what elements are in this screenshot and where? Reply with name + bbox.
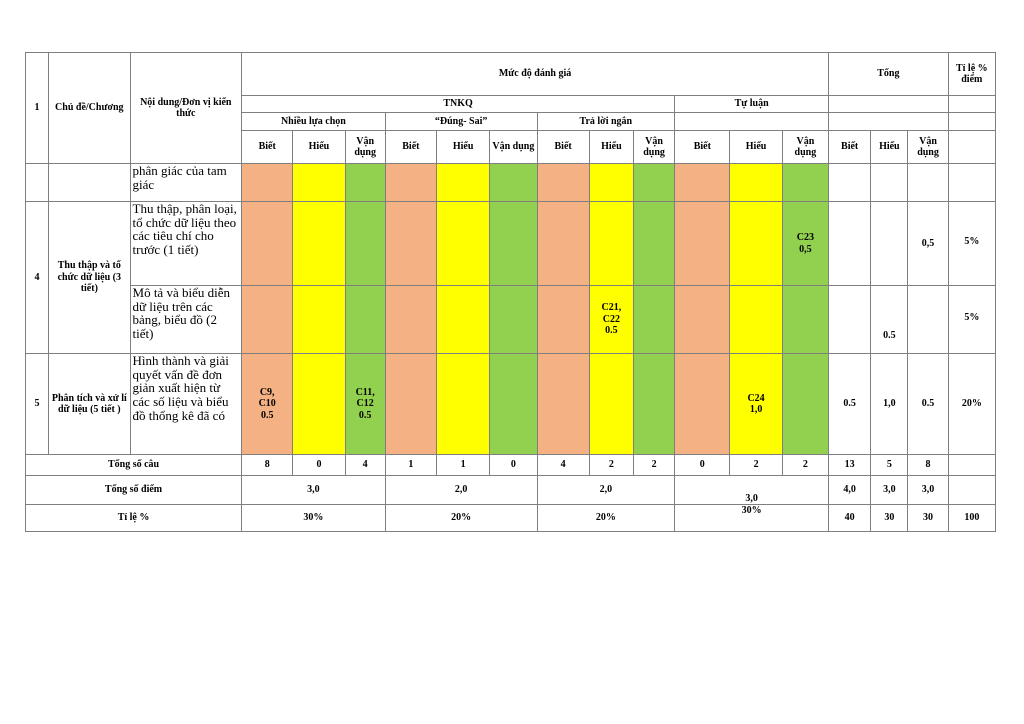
ratio-cell: 30% [242, 505, 386, 532]
count-cell: 0 [293, 455, 345, 476]
understand-header: Hiểu [293, 131, 345, 164]
level-cell [490, 164, 537, 202]
total-cell: 0.5 [871, 286, 908, 354]
apply-header: Vận dụng [782, 131, 828, 164]
empty-cell [675, 113, 829, 131]
table-row [26, 164, 996, 202]
know-header: Biết [242, 131, 293, 164]
score-ratio-header: Tỉ lệ % điểm [948, 53, 995, 96]
total-points-row [26, 476, 996, 505]
header-row-1 [26, 53, 996, 96]
level-cell [385, 286, 436, 354]
level-cell [437, 202, 490, 286]
empty-cell [948, 131, 995, 164]
level-cell [242, 164, 293, 202]
empty-cell [829, 202, 871, 286]
count-cell: 8 [908, 455, 948, 476]
multiple-choice-header: Nhiều lựa chọn [242, 113, 386, 131]
ratio-cell: 30% [675, 505, 829, 532]
empty-cell [948, 455, 995, 476]
empty-cell [829, 113, 949, 131]
level-cell [730, 164, 782, 202]
question-cell: C21, C22 0.5 [589, 286, 633, 354]
row-number: 5 [26, 354, 49, 455]
assessment-matrix-table [25, 52, 996, 532]
true-false-header: “Đúng- Sai” [385, 113, 537, 131]
count-cell: 2 [730, 455, 782, 476]
count-cell: 0 [675, 455, 730, 476]
ratio-cell: 30 [908, 505, 948, 532]
ratio-cell: 20% [948, 354, 995, 455]
topic-cell: Phân tích và xử lí dữ liệu (5 tiết ) [49, 354, 130, 455]
know-header: Biết [537, 131, 589, 164]
count-cell: 2 [782, 455, 828, 476]
content-cell: Mô tả và biểu diễn dữ liệu trên các bảng, biểu đồ (2 tiết) [130, 286, 242, 354]
level-cell [293, 202, 345, 286]
level-cell [490, 286, 537, 354]
ratio-cell: 5% [948, 202, 995, 286]
points-cell: 3,0 [675, 476, 829, 505]
apply-header: Vận dụng [633, 131, 674, 164]
level-cell [345, 286, 385, 354]
question-cell: C11, C12 0.5 [345, 354, 385, 455]
level-cell [782, 164, 828, 202]
total-cell: 0.5 [908, 354, 948, 455]
level-cell [345, 164, 385, 202]
count-cell: 1 [385, 455, 436, 476]
level-cell [589, 202, 633, 286]
level-cell [537, 286, 589, 354]
points-cell: 3,0 [871, 476, 908, 505]
empty-cell [908, 286, 948, 354]
level-cell [293, 164, 345, 202]
essay-header: Tự luận [675, 96, 829, 113]
empty-cell [829, 164, 871, 202]
level-cell [385, 354, 436, 455]
content-cell: Thu thập, phân loại, tổ chức dữ liệu theo các tiêu chí cho trước (1 tiết) [130, 202, 242, 286]
empty-cell [829, 96, 949, 113]
count-cell: 5 [871, 455, 908, 476]
empty-cell [26, 164, 49, 202]
total-cell: 0,5 [908, 202, 948, 286]
level-cell [633, 286, 674, 354]
level-cell [782, 286, 828, 354]
question-cell: C23 0,5 [782, 202, 828, 286]
row-label: Tổng số câu [26, 455, 242, 476]
level-cell [385, 202, 436, 286]
count-cell: 1 [437, 455, 490, 476]
empty-cell [871, 164, 908, 202]
stt-header: 1 [26, 53, 49, 164]
content-cell: Hình thành và giải quyết vấn đề đơn giản xuất hiện từ các số liệu và biểu đồ thống kê đã có [130, 354, 242, 455]
tnkq-header: TNKQ [242, 96, 675, 113]
level-cell [730, 286, 782, 354]
count-cell: 0 [490, 455, 537, 476]
level-cell [490, 354, 537, 455]
level-cell [589, 354, 633, 455]
level-cell [633, 164, 674, 202]
ratio-cell: 20% [537, 505, 675, 532]
level-cell [242, 202, 293, 286]
ratio-cell: 30 [871, 505, 908, 532]
total-cell: 0.5 [829, 354, 871, 455]
points-cell: 4,0 [829, 476, 871, 505]
level-cell [385, 164, 436, 202]
empty-cell [908, 164, 948, 202]
understand-header: Hiểu [437, 131, 490, 164]
short-answer-header: Trả lời ngắn [537, 113, 675, 131]
count-cell: 13 [829, 455, 871, 476]
content-header: Nội dung/Đơn vị kiến thức [130, 53, 242, 164]
ratio-cell: 40 [829, 505, 871, 532]
know-header: Biết [829, 131, 871, 164]
points-cell: 3,0 [242, 476, 386, 505]
table-row [26, 354, 996, 455]
level-cell [633, 354, 674, 455]
points-cell: 2,0 [537, 476, 675, 505]
level-header: Mức độ đánh giá [242, 53, 829, 96]
level-cell [675, 354, 730, 455]
points-cell: 2,0 [385, 476, 537, 505]
count-cell: 4 [537, 455, 589, 476]
count-cell: 8 [242, 455, 293, 476]
empty-cell [871, 202, 908, 286]
total-cell: 1,0 [871, 354, 908, 455]
level-cell [782, 354, 828, 455]
row-label: Tỉ lệ % [26, 505, 242, 532]
understand-header: Hiểu [730, 131, 782, 164]
empty-cell [948, 96, 995, 113]
know-header: Biết [385, 131, 436, 164]
level-cell [490, 202, 537, 286]
level-cell [437, 286, 490, 354]
table-row [26, 286, 996, 354]
question-cell: C9, C10 0.5 [242, 354, 293, 455]
level-cell [537, 354, 589, 455]
apply-header: Vận dụng [908, 131, 948, 164]
ratio-row [26, 505, 996, 532]
apply-header: Vận dụng [345, 131, 385, 164]
question-cell: C24 1,0 [730, 354, 782, 455]
count-cell: 2 [633, 455, 674, 476]
empty-cell [948, 164, 995, 202]
level-cell [293, 286, 345, 354]
table-row [26, 202, 996, 286]
empty-cell [49, 164, 130, 202]
empty-cell [948, 113, 995, 131]
content-cell: phân giác của tam giác [130, 164, 242, 202]
level-cell [675, 202, 730, 286]
level-cell [537, 202, 589, 286]
total-header: Tổng [829, 53, 949, 96]
level-cell [242, 286, 293, 354]
level-cell [345, 202, 385, 286]
total-questions-row [26, 455, 996, 476]
ratio-cell: 100 [948, 505, 995, 532]
level-cell [730, 202, 782, 286]
ratio-cell: 20% [385, 505, 537, 532]
row-number: 4 [26, 202, 49, 354]
understand-header: Hiểu [871, 131, 908, 164]
empty-cell [829, 286, 871, 354]
ratio-cell: 5% [948, 286, 995, 354]
count-cell: 2 [589, 455, 633, 476]
level-cell [675, 286, 730, 354]
level-cell [437, 164, 490, 202]
level-cell [633, 202, 674, 286]
level-cell [437, 354, 490, 455]
level-cell [675, 164, 730, 202]
understand-header: Hiểu [589, 131, 633, 164]
level-cell [537, 164, 589, 202]
empty-cell [948, 476, 995, 505]
topic-cell: Thu thập và tổ chức dữ liệu (3 tiết) [49, 202, 130, 354]
level-cell [589, 164, 633, 202]
apply-header: Vận dụng [490, 131, 537, 164]
count-cell: 4 [345, 455, 385, 476]
level-cell [293, 354, 345, 455]
row-label: Tổng số điểm [26, 476, 242, 505]
points-cell: 3,0 [908, 476, 948, 505]
topic-header: Chủ đề/Chương [49, 53, 130, 164]
know-header: Biết [675, 131, 730, 164]
